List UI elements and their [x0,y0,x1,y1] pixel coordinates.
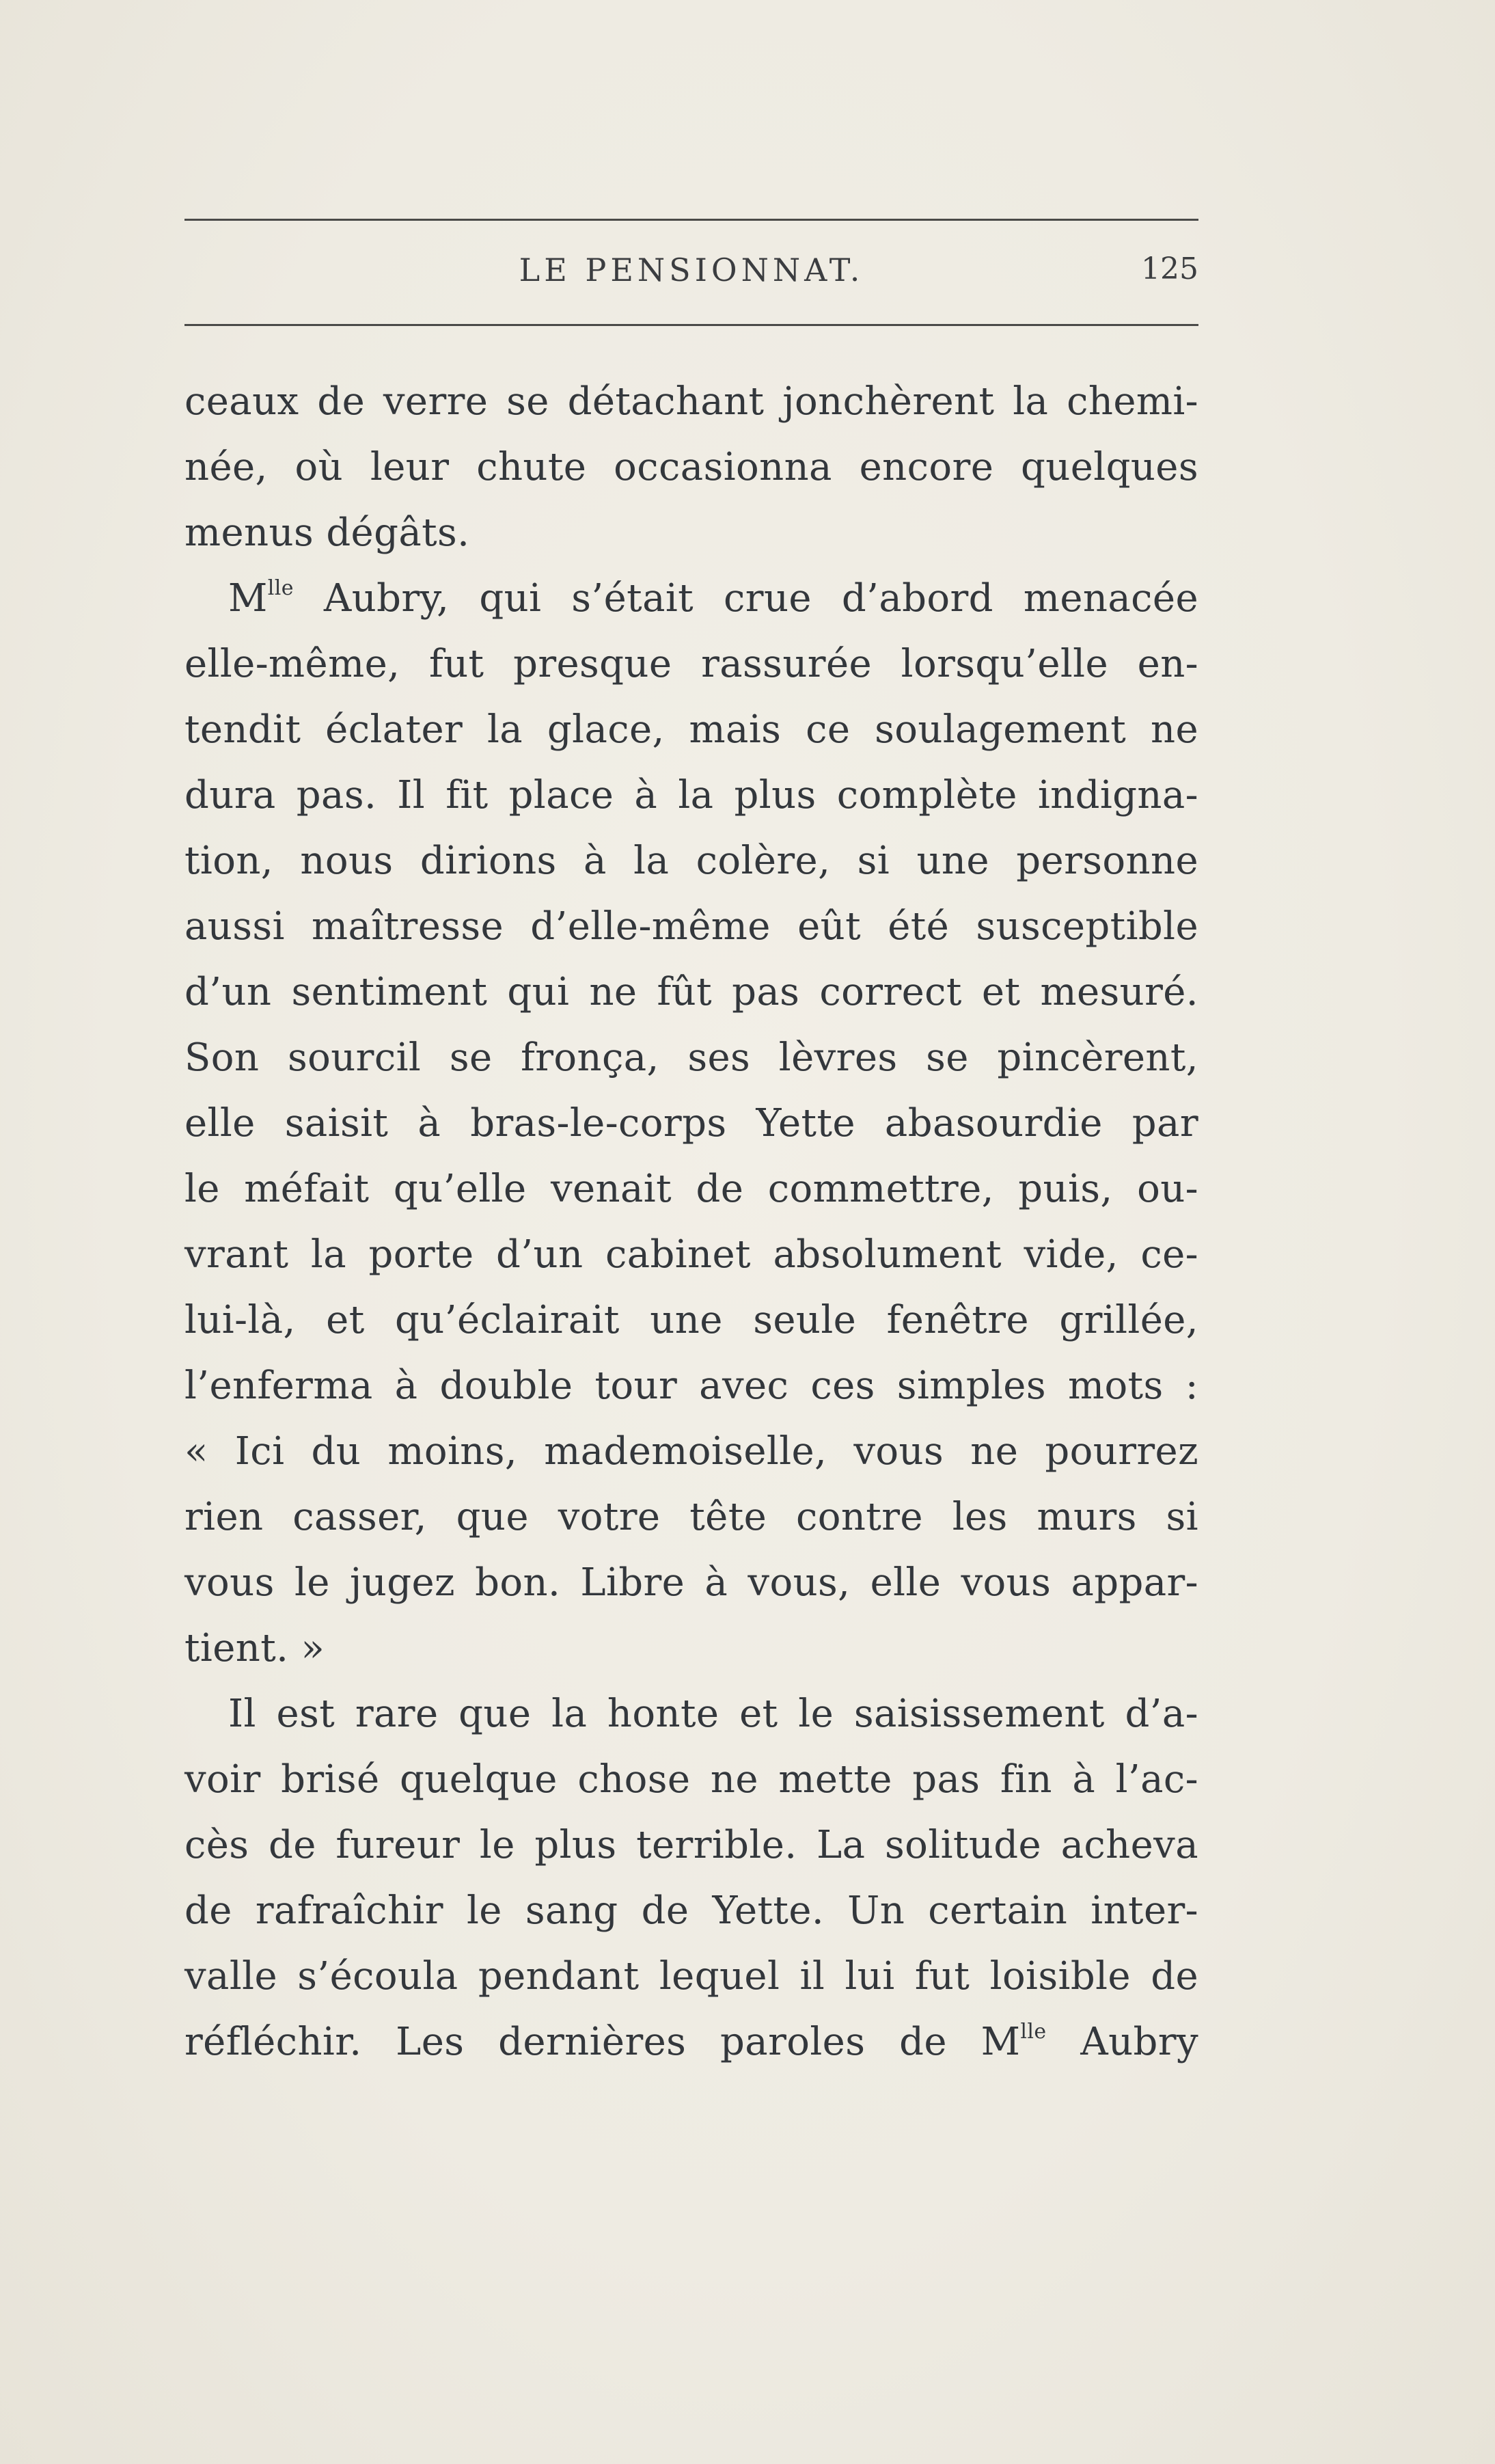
text-line: tion, nous dirions à la colère, si une personne [184,839,1198,883]
text-line: le méfait qu’elle venait de commettre, puis, ou- [184,1167,1198,1211]
text-segment: réfléchir. Les dernières paroles de M [184,2020,1021,2064]
text-segment: Aubry [1046,2020,1198,2064]
text-line: valle s’écoula pendant lequel il lui fut loisible de [184,1954,1198,1999]
page-number: 125 [1141,252,1198,286]
text-line: tendit éclater la glace, mais ce soulagement ne [184,707,1198,752]
text-line: « Ici du moins, mademoiselle, vous ne pourrez [184,1429,1198,1474]
text-line: cès de fureur le plus terrible. La solitude acheva [184,1823,1198,1867]
text-line: née, où leur chute occasionna encore quelques [184,445,1198,489]
text-line: vous le jugez bon. Libre à vous, elle vous appar- [184,1560,1198,1605]
header-rule-top [184,219,1198,221]
text-line: menus dégâts. [184,511,470,555]
text-line: aussi maîtresse d’elle-même eût été susceptible [184,904,1198,949]
text-line: Son sourcil se fronça, ses lèvres se pincèrent, [184,1035,1198,1080]
superscript-abbrev: lle [267,576,294,600]
text-line: Il est rare que la honte et le saisissement d’a- [228,1692,1198,1736]
text-segment: Aubry, qui s’était crue d’abord menacée [293,576,1198,621]
text-line: voir brisé quelque chose ne mette pas fin à l’ac- [184,1757,1198,1802]
text-line: tient. » [184,1626,325,1670]
text-line: ceaux de verre se détachant jonchèrent la chemi- [184,379,1198,424]
text-line: lui-là, et qu’éclairait une seule fenêtre grillée, [184,1298,1198,1342]
text-line: rien casser, que votre tête contre les murs si [184,1495,1198,1539]
text-line: vrant la porte d’un cabinet absolument vide, ce- [184,1232,1198,1277]
text-line: de rafraîchir le sang de Yette. Un certain inter- [184,1888,1198,1933]
body-text [184,369,1198,2075]
text-line: d’un sentiment qui ne fût pas correct et mesuré. [184,970,1198,1014]
text-line: dura pas. Il fit place à la plus complète indigna- [184,773,1198,817]
text-line: elle saisit à bras-le-corps Yette abasourdie par [184,1101,1198,1146]
running-head-title: LE PENSIONNAT. [519,252,864,288]
text-line [184,566,1198,632]
text-line: elle-même, fut presque rassurée lorsqu’elle en- [184,642,1198,686]
text-line: l’enferma à double tour avec ces simples mots : [184,1364,1198,1408]
header-rule-bottom [184,324,1198,326]
text-segment: M [228,576,268,621]
superscript-abbrev: lle [1020,2020,1047,2044]
text-line [184,2009,1198,2075]
running-head [184,252,1198,299]
